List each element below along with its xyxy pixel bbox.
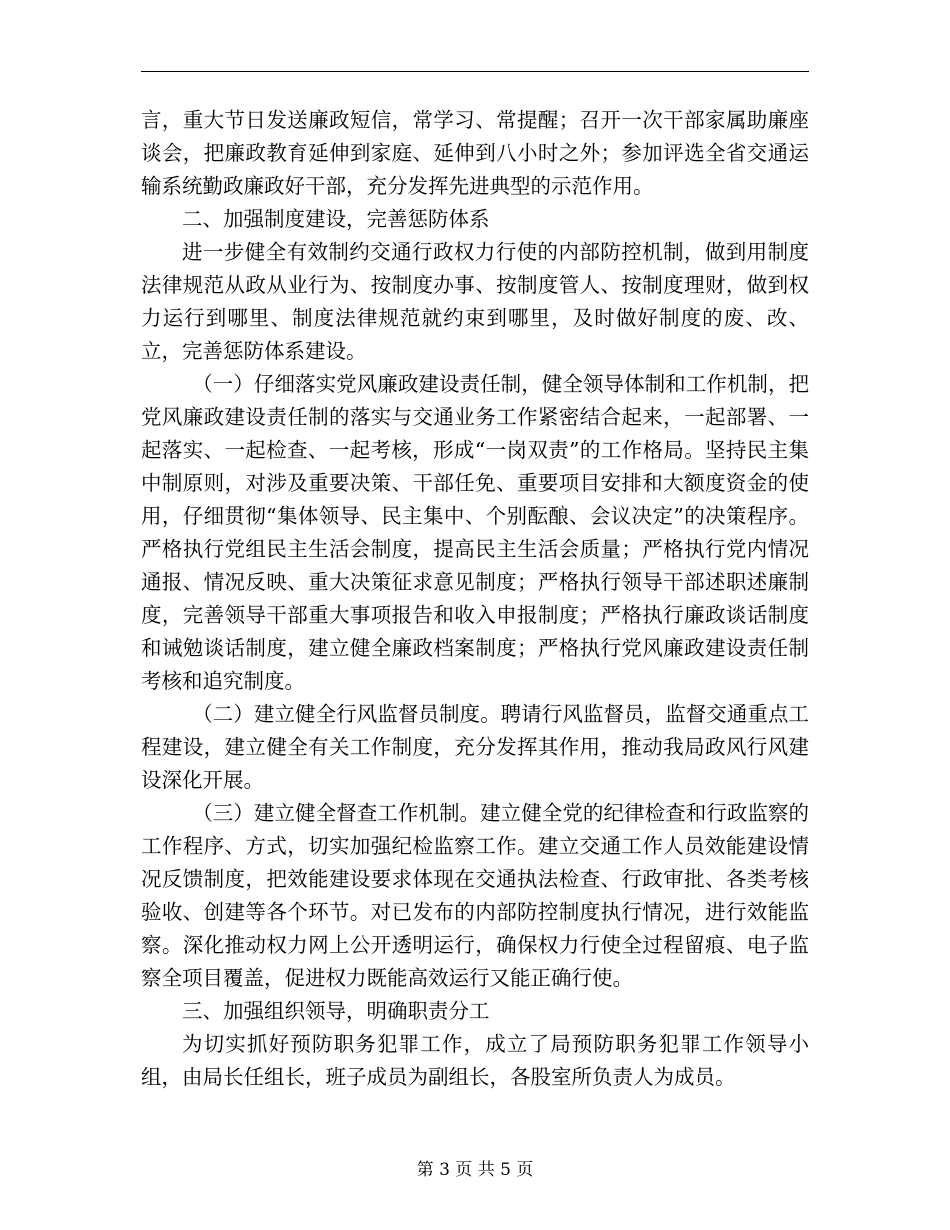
paragraph-1: 言，重大节日发送廉政短信，常学习、常提醒；召开一次干部家属助廉座谈会，把廉政教育延伸到家庭、延伸到八小时之外；参加评选全省交通运输系统勤政廉政好干部，充分发挥先进典型的示范作用。 [141, 108, 809, 198]
page-number: 第 3 页 共 5 页 [416, 1160, 534, 1180]
body-text [141, 104, 809, 1094]
section-heading-3: 三、加强组织领导，明确职责分工 [182, 999, 490, 1023]
header-rule [141, 71, 809, 72]
paragraph-5: （二）建立健全行风监督员制度。聘请行风监督员，监督交通重点工程建设，建立健全有关工作制度，充分发挥其作用，推动我局政风行风建设深化开展。 [141, 702, 809, 792]
paragraph-6: （三）建立健全督查工作机制。建立健全党的纪律检查和行政监察的工作程序、方式，切实加强纪检监察工作。建立交通工作人员效能建设情况反馈制度，把效能建设要求体现在交通执法检查、行政审批、各类考核验收、创建等各个环节。对已发布的内部防控制度执行情况，进行效能监察。深化推动权力网上公开透明运行，确保权力行使全过程留痕、电子监察全项目覆盖，促进权力既能高效运行又能正确行使。 [141, 801, 809, 990]
paragraph-3: 进一步健全有效制约交通行政权力行使的内部防控机制，做到用制度法律规范从政从业行为、按制度办事、按制度管人、按制度理财，做到权力运行到哪里、制度法律规范就约束到哪里，及时做好制度的废、改、立，完善惩防体系建设。 [141, 240, 809, 363]
paragraph-8: 为切实抓好预防职务犯罪工作，成立了局预防职务犯罪工作领导小组，由局长任组长，班子成员为副组长，各股室所负责人为成员。 [141, 1032, 809, 1089]
paragraph-4: （一）仔细落实党风廉政建设责任制，健全领导体制和工作机制，把党风廉政建设责任制的落实与交通业务工作紧密结合起来，一起部署、一起落实、一起检查、一起考核，形成“一岗双责”的工作格局。坚持民主集中制原则，对涉及重要决策、干部任免、重要项目安排和大额度资金的使用，仔细贯彻“集体领导、民主集中、个别酝酿、会议决定”的决策程序。严格执行党组民主生活会制度，提高民主生活会质量；严格执行党内情况通报、情况反映、重大决策征求意见制度；严格执行领导干部述职述廉制度，完善领导干部重大事项报告和收入申报制度；严格执行廉政谈话制度和诫勉谈话制度，建立健全廉政档案制度；严格执行党风廉政建设责任制考核和追究制度。 [141, 372, 809, 693]
section-heading-2: 二、加强制度建设，完善惩防体系 [182, 207, 490, 231]
